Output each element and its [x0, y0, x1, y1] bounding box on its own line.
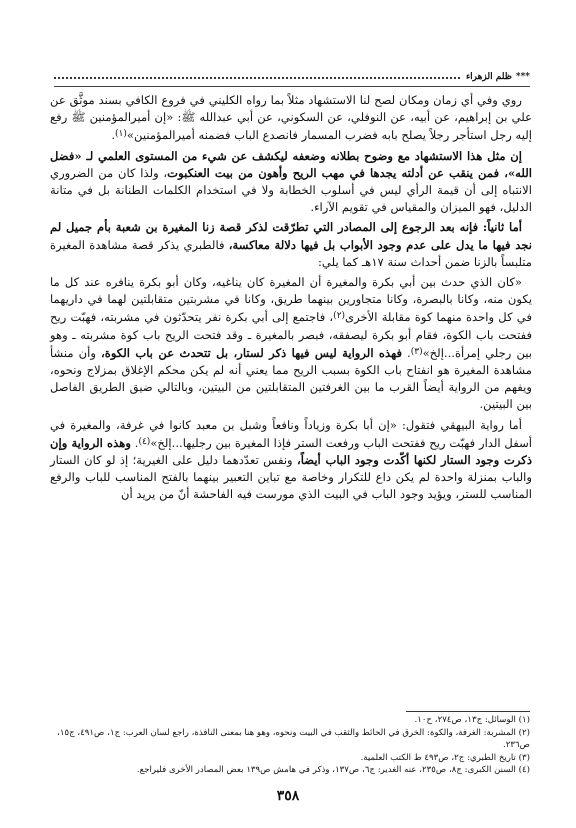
page-number: ٣٥٨ — [276, 788, 300, 804]
paragraph-5-sep: . — [130, 435, 139, 450]
footnote-2: (٢) المشربة: الغرفة، والكوة: الخرق في الحائط والثقب في البيت ونحوه، وهو هنا بمعنى النافذة، راجع لسان العرب: ج١، ص٤٩١، ج١٥، ص٢٣٦. — [57, 727, 530, 751]
paragraph-4 — [50, 274, 532, 414]
header-divider — [54, 86, 530, 87]
footnote-ref-2: (٢) — [333, 311, 346, 322]
paragraph-4-sep: . — [401, 345, 411, 360]
footnote-ref-4: (٤) — [138, 436, 151, 447]
paragraph-2-bold: إن مثل هذا الاستشهاد مع وضوح بطلانه وضعفه ليكشف عن شيء من المستوى العلمي لـ «فضل الله»، فمن ينقب عن أدلته يجدها في مهب الريح وأهون من بيت العنكبوت — [50, 148, 532, 180]
body-text — [50, 92, 532, 507]
paragraph-1-end: . — [111, 128, 116, 143]
paragraph-4-bold: فهذه الرواية ليس فيها ذكر لستار، بل تتحدث عن باب الكوة، — [101, 345, 402, 360]
paragraph-4-text: وأن منشأ مشاهدة المغيرة هو انفتاح باب الكوة بسبب الريح مما يعني أنه لم يكن محكم الإغلاق بمزلاج ونحوه، ويفهم من الرواية أيضاً القرب ما بين الغرفتين المتقابلتين من البيتين، وبالتالي ضيق الطريق الفاصل بين البيتين. — [50, 345, 532, 412]
footnote-ref-3: (٣) — [410, 346, 423, 357]
footnotes — [50, 714, 530, 777]
paragraph-5-text: ونفس تعدّدهما دليل على الغيرية؛ إذ لو كان الستار والباب بمنزلة واحدة لم يكن داع للتكرار وخاصة مع تباين التعبير بينهما بالفتح المناسب للباب والرفع المناسب للستر، ويؤيد وجود الباب في البيت الذي مورست فيه الفاحشة أنّ من يريد أن — [50, 453, 532, 502]
footnote-3: (٣) تاريخ الطبري: ج٢، ص٤٩٣ ط الكتب العلمية. — [360, 752, 530, 763]
paragraph-5-quote: أما رواية البيهقي فتقول: «إن أبا بكرة وزياداً ونافعاً وشبل بن معبد كانوا في غرفة، والمغيرة في أسفل الدار فهبّت ريح ففتحت الباب ورفعت الستر فإذا المغيرة بين رجليها...إلخ» — [50, 417, 533, 450]
paragraph-4-quote: «كان الذي حدث بين أبي بكرة والمغيرة أن المغيرة كان يناغيه، وكان أبو بكرة ينافره عند كل ما يكون منه، وكانا بالبصرة، وكانا متجاورين بينهما طريق، وكانا في مشربتين متقابلتين لهما في داريهما في كل واحدة منهما كوة مقابلة الأخرى — [50, 275, 532, 325]
paragraph-5-bold: وهذه الرواية وإن ذكرت وجود الستار لكنها أكّدت وجود الباب أيضاً، — [50, 435, 532, 468]
header-stars: *** — [515, 72, 530, 82]
paragraph-5 — [50, 417, 532, 504]
paragraph-2-text: ، ولذا كان من الضروري الانتباه إلى أن قيمة الرأي ليس في أسلوب الخطابة ولا في استخدام الكلمات الطنانة بل في متانة الدليل، فهو الميزان والمقياس في تقويم الآراء. — [50, 165, 532, 215]
header-title: ظلم الزهراء — [465, 72, 512, 82]
footnote-separator — [406, 711, 530, 712]
paragraph-4-quote-cont: ، فاجتمع إلى أبي بكرة نفر يتحدّثون في مشربته، فهبّت ريح ففتحت باب الكوة، فقام أبو بكرة ليصفقه، فبصر بالمغيرة ـ وقد فتحت الريح باب كوة مشربته ـ وهو بين رجلي إمرأة...إلخ» — [50, 310, 532, 360]
running-header — [54, 70, 530, 84]
paragraph-3-text: فالطبري يذكر قصة مشاهدة المغيرة متلبساً بالزنا ضمن أحداث سنة ١٧هـ كما يلي: — [50, 237, 532, 269]
paragraph-3-bold: أما ثانياً: فإنه بعد الرجوع إلى المصادر التي تطرّقت لذكر قصة زنا المغيرة بن شعبة بأم جميل لم نجد فيها ما يدل على عدم وجود الأبواب بل فيها دلالة معاكسة، — [50, 220, 532, 252]
footnote-4: (٤) السنن الكبرى: ج٨، ص٢٣٥، عنه الغدير: ج٦، ص١٣٧، وذكر في هامش ص١٣٩ بعض المصادر الأخرى فليراجع. — [136, 765, 530, 776]
paragraph-3 — [50, 219, 532, 271]
paragraph-1 — [50, 92, 532, 145]
footnote-1: (١) الوسائل: ج١٣، ص٢٧٤، ح١٠. — [414, 715, 530, 725]
paragraph-2 — [50, 148, 532, 217]
paragraph-1-text: روي وفي أي زمان ومكان لصح لنا الاستشهاد مثلاً بما رواه الكليني في فروع الكافي بسند موثَّق عن علي بن إبراهيم، عن أبيه، عن النوفلي، عن السكوني، عن أبي عبدالله ﷺ: «إن أميرالمؤمنين ﷺ رفع إليه رجل استأجر رجلاً يصلح بابه فضرب المسمار فانصدع الباب فضمنه أميرالمؤمنين» — [50, 93, 532, 143]
footnote-ref-1: (١) — [115, 129, 127, 140]
header-dotted-rule — [54, 77, 460, 79]
